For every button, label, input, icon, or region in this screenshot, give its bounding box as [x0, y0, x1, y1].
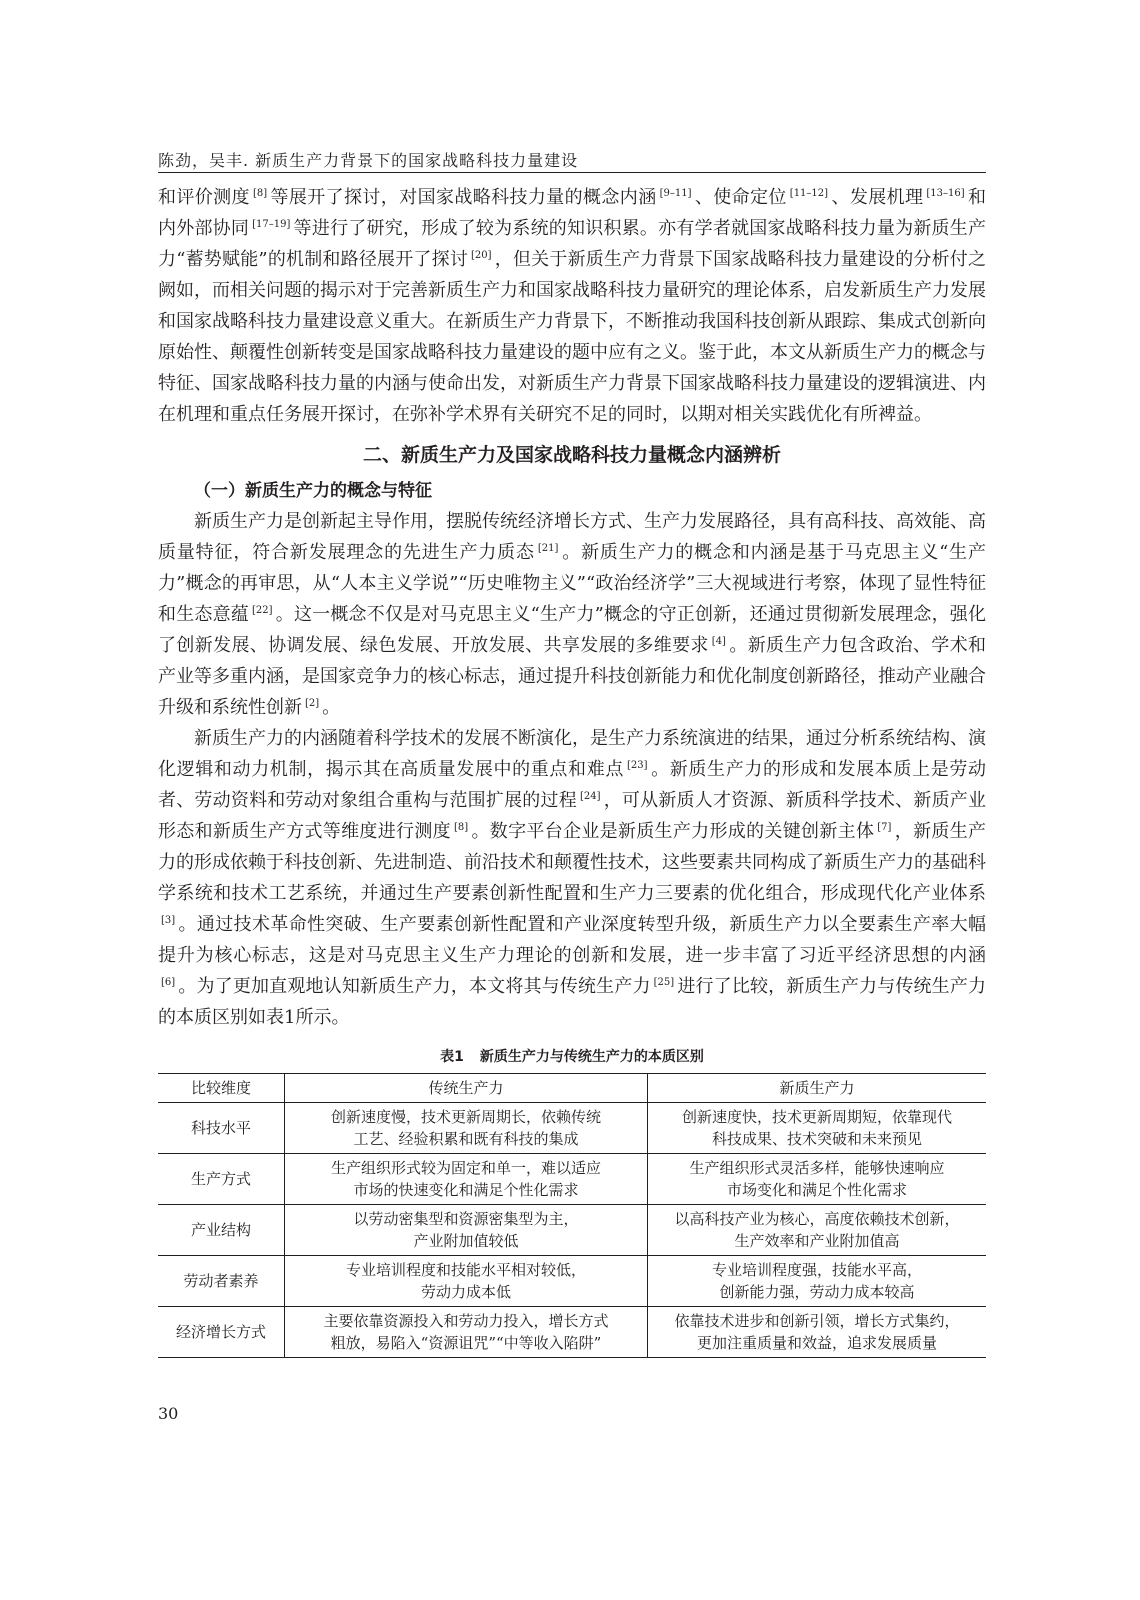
- text-run: ，但关于新质生产力背景下国家战略科技力量建设的分析付之阙如，而相关问题的揭示对于完善新质生产力和国家战略科技力量研究的理论体系，启发新质生产力发展和国家战略科技力量建设意义重大。在新质生产力背景下，不断推动我国科技创新从跟踪、集成式创新向原始性、颠覆性创新转变是国家战略科技力量建设的题中应有之义。鉴于此，本文从新质生产力的概念与特征、国家战略科技力量的内涵与使命出发，对新质生产力背景下国家战略科技力量建设的逻辑演进、内在机理和重点任务展开探讨，在弥补学术界有关研究不足的同时，以期对相关实践优化有所裨益。: [158, 249, 986, 425]
- citation-ref: [25]: [653, 977, 675, 988]
- comparison-table: [158, 1073, 986, 1358]
- cell-line: 主要依靠资源投入和劳动力投入，增长方式: [323, 1312, 609, 1330]
- intro-paragraph: [158, 182, 986, 430]
- cell-line: 创新能力强，劳动力成本较高: [719, 1283, 915, 1301]
- header-new: 新质生产力: [648, 1074, 987, 1103]
- cell-line: 生产效率和产业附加值高: [734, 1232, 900, 1250]
- cell-line: 工艺、经验积累和既有科技的集成: [353, 1130, 579, 1148]
- cell-line: 生产组织形式灵活多样，能够快速响应: [689, 1159, 945, 1177]
- citation-ref: [3]: [161, 915, 176, 926]
- cell-line: 创新速度慢，技术更新周期长，依赖传统: [330, 1108, 601, 1126]
- text-run: 、发展机理: [831, 187, 924, 208]
- text-run: 新质生产力是创新起主导作用，摆脱传统经济增长方式、生产力发展路径，具有高科技、高效能、高质量特征，符合新发展理念的先进生产力质态: [158, 511, 986, 563]
- cell-line: 市场变化和满足个性化需求: [726, 1181, 907, 1199]
- text-run: 和内外部协同: [158, 187, 987, 239]
- text-run: 。新质生产力的概念和内涵是基于马克思主义“生产力”概念的再审思，从“人本主义学说”“历史唯物主义”“政治经济学”三大视域进行考察，体现了显性特征和生态意蕴: [158, 542, 987, 625]
- table-header-row: [158, 1074, 986, 1103]
- header-traditional: 传统生产力: [285, 1074, 648, 1103]
- text-run: 。这一概念不仅是对马克思主义“生产力”概念的守正创新，还通过贯彻新发展理念，强化了创新发展、协调发展、绿色发展、开放发展、共享发展的多维要求: [158, 604, 987, 656]
- citation-ref: [23]: [626, 760, 648, 771]
- traditional-cell: [285, 1154, 648, 1205]
- cell-line: 市场的快速变化和满足个性化需求: [353, 1181, 579, 1199]
- table-caption: [158, 1047, 986, 1067]
- text-run: 。: [322, 697, 341, 718]
- text-run: 。通过技术革命性突破、生产要素创新性配置和产业深度转型升级，新质生产力以全要素生产率大幅提升为核心标志，这是对马克思主义生产力理论的创新和发展，进一步丰富了习近平经济思想的内涵: [158, 914, 986, 966]
- text-run: ，可从新质人才资源、新质科学技术、新质产业形态和新质生产方式等维度进行测度: [158, 790, 987, 842]
- text-run: 进行了比较，新质生产力与传统生产力的本质区别如表1所示。: [158, 976, 987, 1028]
- citation-ref: [21]: [537, 543, 559, 554]
- dimension-cell: 生产方式: [158, 1154, 285, 1205]
- traditional-cell: [285, 1103, 648, 1154]
- dimension-cell: 产业结构: [158, 1205, 285, 1256]
- citation-ref: [11–12]: [789, 188, 829, 199]
- text-run: 。数字平台企业是新质生产力形成的关键创新主体: [471, 821, 875, 842]
- citation-ref: [7]: [877, 822, 892, 833]
- text-run: 。新质生产力包含政治、学术和产业等多重内涵，是国家竞争力的核心标志，通过提升科技创新能力和优化制度创新路径，推动产业融合升级和系统性创新: [158, 635, 987, 718]
- dimension-cell: 经济增长方式: [175, 1323, 266, 1341]
- traditional-cell: [285, 1205, 648, 1256]
- cell-line: 更加注重质量和效益，追求发展质量: [696, 1334, 937, 1352]
- new-cell: [648, 1103, 987, 1154]
- paragraph-evolution: [158, 723, 986, 1033]
- citation-ref: [8]: [252, 188, 268, 199]
- table-row: [158, 1154, 986, 1205]
- cell-line: 专业培训程度强，技能水平高，: [711, 1261, 922, 1279]
- new-cell: [648, 1256, 987, 1307]
- citation-ref: [4]: [711, 636, 726, 647]
- text-run: 、使命定位: [694, 187, 787, 208]
- table-number: 表1: [440, 1049, 464, 1065]
- citation-ref: [20]: [471, 250, 492, 261]
- new-cell: [648, 1154, 987, 1205]
- citation-ref: [8]: [453, 822, 469, 833]
- citation-ref: [13–16]: [926, 188, 965, 199]
- table-row: [158, 1256, 986, 1307]
- text-run: 新质生产力的内涵随着科学技术的发展不断演化，是生产力系统演进的结果，通过分析系统结构、演化逻辑和动力机制，揭示其在高质量发展中的重点和难点: [158, 728, 986, 780]
- new-cell: [648, 1205, 987, 1256]
- table-row: [158, 1307, 986, 1358]
- page-number: 30: [158, 1404, 179, 1423]
- traditional-cell: [285, 1256, 648, 1307]
- cell-line: 创新速度快，技术更新周期短，依靠现代: [681, 1108, 952, 1126]
- cell-line: 劳动力成本低: [420, 1283, 511, 1301]
- traditional-cell: [285, 1307, 648, 1358]
- new-cell: [648, 1307, 987, 1358]
- citation-ref: [22]: [252, 605, 273, 616]
- cell-line: 生产组织形式较为固定和单一，难以适应: [330, 1159, 601, 1177]
- text-run: 。新质生产力的形成和发展本质上是劳动者、劳动资料和劳动对象组合重构与范围扩展的过程: [158, 759, 986, 811]
- running-head: 陈劲，吴丰. 新质生产力背景下的国家战略科技力量建设: [158, 151, 579, 170]
- text-run: ，新质生产力的形成依赖于科技创新、先进制造、前沿技术和颠覆性技术，这些要素共同构成了新质生产力的基础科学系统和技术工艺系统，并通过生产要素创新性配置和生产力三要素的优化组合，形成现代化产业体系: [158, 821, 987, 904]
- section-title: 二、新质生产力及国家战略科技力量概念内涵辨析: [362, 444, 781, 466]
- text-run: 等展开了探讨，对国家战略科技力量的概念内涵: [270, 187, 657, 208]
- dimension-cell: 科技水平: [158, 1103, 285, 1154]
- paragraph-concept: [158, 506, 986, 723]
- table-title: 新质生产力与传统生产力的本质区别: [479, 1049, 704, 1065]
- citation-ref: [9–11]: [659, 188, 692, 199]
- cell-line: 以劳动密集型和资源密集型为主，: [353, 1210, 579, 1228]
- header-dimension: 比较维度: [158, 1074, 285, 1103]
- text-run: 。为了更加直观地认知新质生产力，本文将其与传统生产力: [178, 976, 651, 997]
- cell-line: 粗放，易陷入“资源诅咒”“中等收入陷阱”: [330, 1334, 602, 1352]
- text-run: 等进行了研究，形成了较为系统的知识积累。亦有学者就国家战略科技力量为新质生产力“蓄势赋能”的机制和路径展开了探讨: [158, 218, 987, 270]
- article-body: [158, 182, 986, 1358]
- dimension-cell: 劳动者素养: [158, 1256, 285, 1307]
- citation-ref: [24]: [579, 791, 601, 802]
- cell-line: 依靠技术进步和创新引领，增长方式集约，: [674, 1312, 960, 1330]
- citation-ref: [6]: [161, 977, 176, 988]
- citation-ref: [2]: [305, 698, 320, 709]
- header-rule: [158, 172, 986, 173]
- cell-line: 专业培训程度和技能水平相对较低，: [345, 1261, 586, 1279]
- cell-line: 科技成果、技术突破和未来预见: [711, 1130, 922, 1148]
- text-run: 和评价测度: [158, 187, 250, 208]
- cell-line: 产业附加值较低: [413, 1232, 519, 1250]
- citation-ref: [17–19]: [252, 219, 291, 230]
- subsection-title: （一）新质生产力的概念与特征: [194, 481, 432, 501]
- cell-line: 以高科技产业为核心，高度依赖技术创新，: [674, 1210, 960, 1228]
- table-row: [158, 1103, 986, 1154]
- table-row: [158, 1205, 986, 1256]
